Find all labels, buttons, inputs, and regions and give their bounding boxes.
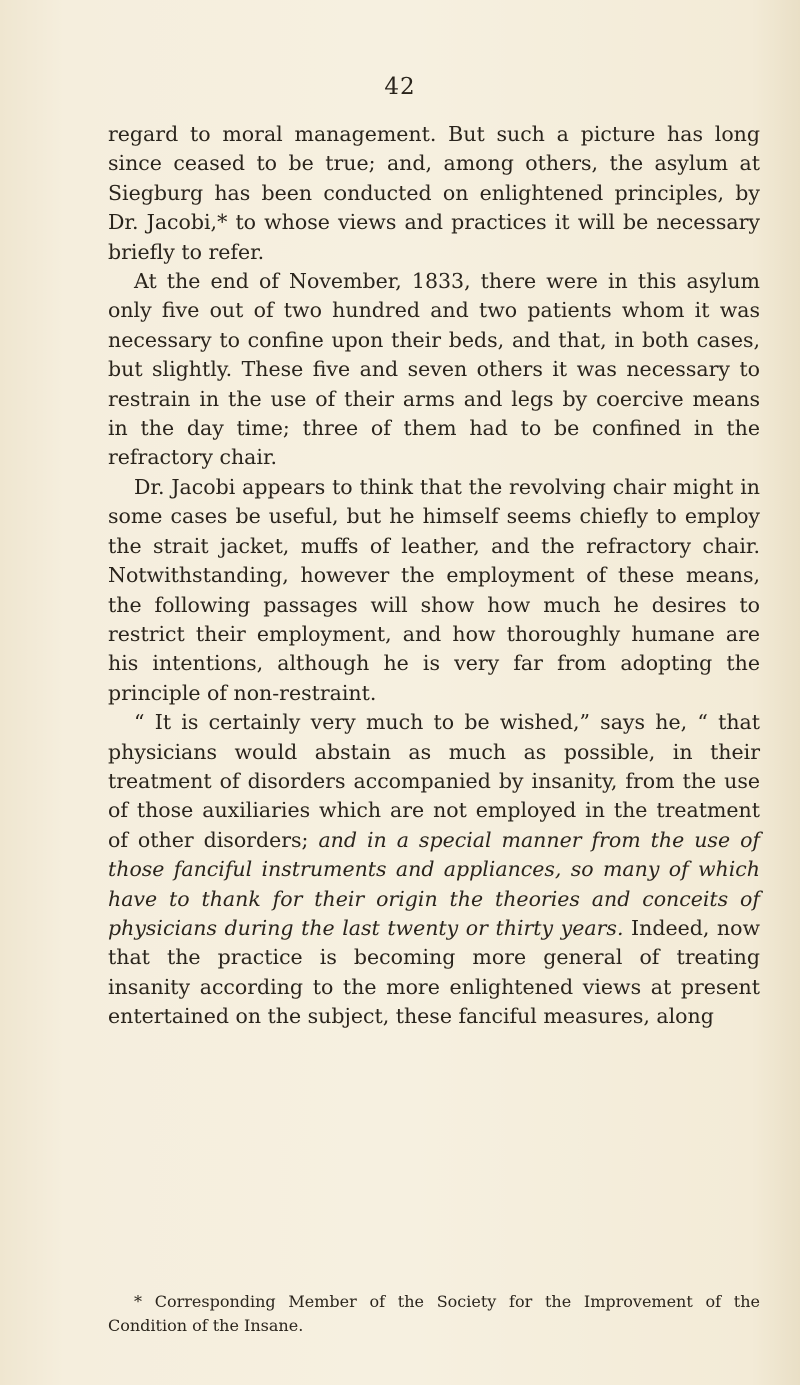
footnote-text: Corresponding Member of the Society for the Improvement of the Condition of the Insane. [108,1292,760,1335]
footnote-marker: * [134,1292,142,1311]
paragraph-jacobi-chair: Dr. Jacobi appears to think that the revolving chair might in some cases be useful, but he himself seems chiefly to employ the strait jacket, muffs of leather, and the refractory chair. Notwithstanding, however the employment of these means, the following passages will show how much he desires to restrict their employment, and how thoroughly humane are his intentions, although he is very far from adopting the principle of non-restraint. [108,474,760,705]
quotation-italic: and in a special manner from the use of those fanciful instruments and appliances, so many of which have to thank for their origin the theories and conceits of physicians during the last twenty or thirty years. [108,827,760,940]
paragraph-november-1833: At the end of November, 1833, there were in this asylum only five out of two hundred and two patients whom it was necessary to confine upon their beds, and that, in both cases, but slightly. These five and seven others it was necessary to restrain in the use of their arms and legs by coercive means in the day time; three of them had to be confined in the refractory chair. [108,269,760,470]
quotation-text: “ It is certainly very much to be wished,” says he, “ that physicians would abstain as much as possible, in their treatment of disorders accompanied by insanity, from the use of those auxiliaries which are not employed in the treatment of other disorders; [108,710,760,852]
body-text [108,120,760,1032]
footnote-line [108,1290,760,1338]
footnote [108,1290,760,1338]
paragraph-continued: regard to moral management. But such a picture has long since ceased to be true; and, among others, the asylum at Siegburg has been conducted on enlightened principles, by Dr. Jacobi,* to whose views and practices it will be necessary briefly to refer. [108,122,760,264]
quotation-continuation: Indeed, now that the practice is becoming more general of treating insanity according to the more enlightened views at present entertained on the subject, these fanciful measures, along [108,915,761,1029]
page-number: 42 [384,74,416,100]
paragraph-quotation [108,708,760,1031]
